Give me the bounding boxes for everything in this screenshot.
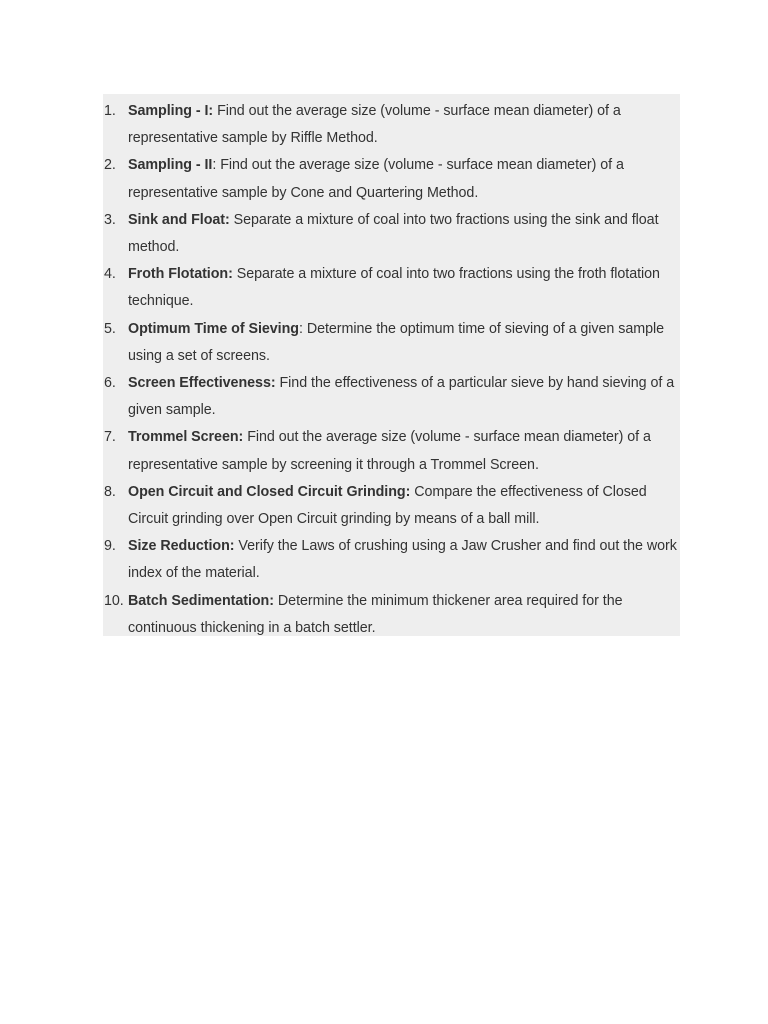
- item-number: 9.: [104, 538, 116, 555]
- item-number: 8.: [104, 483, 116, 500]
- item-description: Determine the minimum thickener area required for the continuous thickening in a batch settler.: [128, 592, 623, 636]
- item-number: 2.: [104, 157, 116, 174]
- experiment-list: [103, 98, 680, 642]
- item-title: Trommel Screen:: [128, 429, 244, 446]
- list-item: [103, 261, 680, 315]
- list-item: [103, 533, 680, 587]
- list-item: [103, 207, 680, 261]
- item-description: Compare the effectiveness of Closed Circuit grinding over Open Circuit grinding by means of a ball mill.: [128, 483, 647, 528]
- item-description: Find the effectiveness of a particular sieve by hand sieving of a given sample.: [128, 375, 675, 419]
- list-item: [103, 370, 680, 424]
- item-title: Sink and Float:: [128, 211, 230, 228]
- item-number: 10.: [104, 592, 124, 609]
- item-title: Sampling - I:: [128, 103, 214, 119]
- item-title: Open Circuit and Closed Circuit Grinding:: [128, 483, 411, 500]
- list-item: [103, 152, 680, 206]
- item-number: 4.: [104, 266, 116, 283]
- list-item: [103, 98, 680, 152]
- item-title: Screen Effectiveness:: [128, 375, 276, 392]
- experiment-list-panel: [103, 94, 680, 636]
- list-item: [103, 588, 680, 642]
- item-description: Find out the average size (volume - surface mean diameter) of a representative sample by Riffle Method.: [128, 103, 621, 147]
- list-item: [103, 316, 680, 370]
- item-number: 7.: [104, 429, 116, 446]
- item-title: Size Reduction:: [128, 538, 235, 555]
- list-item: [103, 479, 680, 533]
- item-description: Separate a mixture of coal into two fractions using the sink and float method.: [128, 211, 659, 256]
- item-description: Separate a mixture of coal into two fractions using the froth flotation technique.: [128, 266, 660, 310]
- item-description: Find out the average size (volume - surface mean diameter) of a representative sample by screening it through a Trommel Screen.: [128, 429, 651, 473]
- item-title: Batch Sedimentation:: [128, 592, 274, 609]
- item-number: 6.: [104, 375, 116, 392]
- list-item: [103, 424, 680, 478]
- item-number: 5.: [104, 320, 116, 337]
- item-description: Verify the Laws of crushing using a Jaw Crusher and find out the work index of the material.: [128, 538, 677, 582]
- item-description: : Determine the optimum time of sieving of a given sample using a set of screens.: [128, 320, 665, 364]
- item-title: Optimum Time of Sieving: [128, 320, 299, 337]
- item-number: 1.: [104, 103, 116, 119]
- item-number: 3.: [104, 211, 116, 228]
- item-description: : Find out the average size (volume - surface mean diameter) of a representative sample by Cone and Quartering Method.: [128, 157, 624, 201]
- item-title: Sampling - II: [128, 157, 213, 174]
- item-title: Froth Flotation:: [128, 266, 233, 283]
